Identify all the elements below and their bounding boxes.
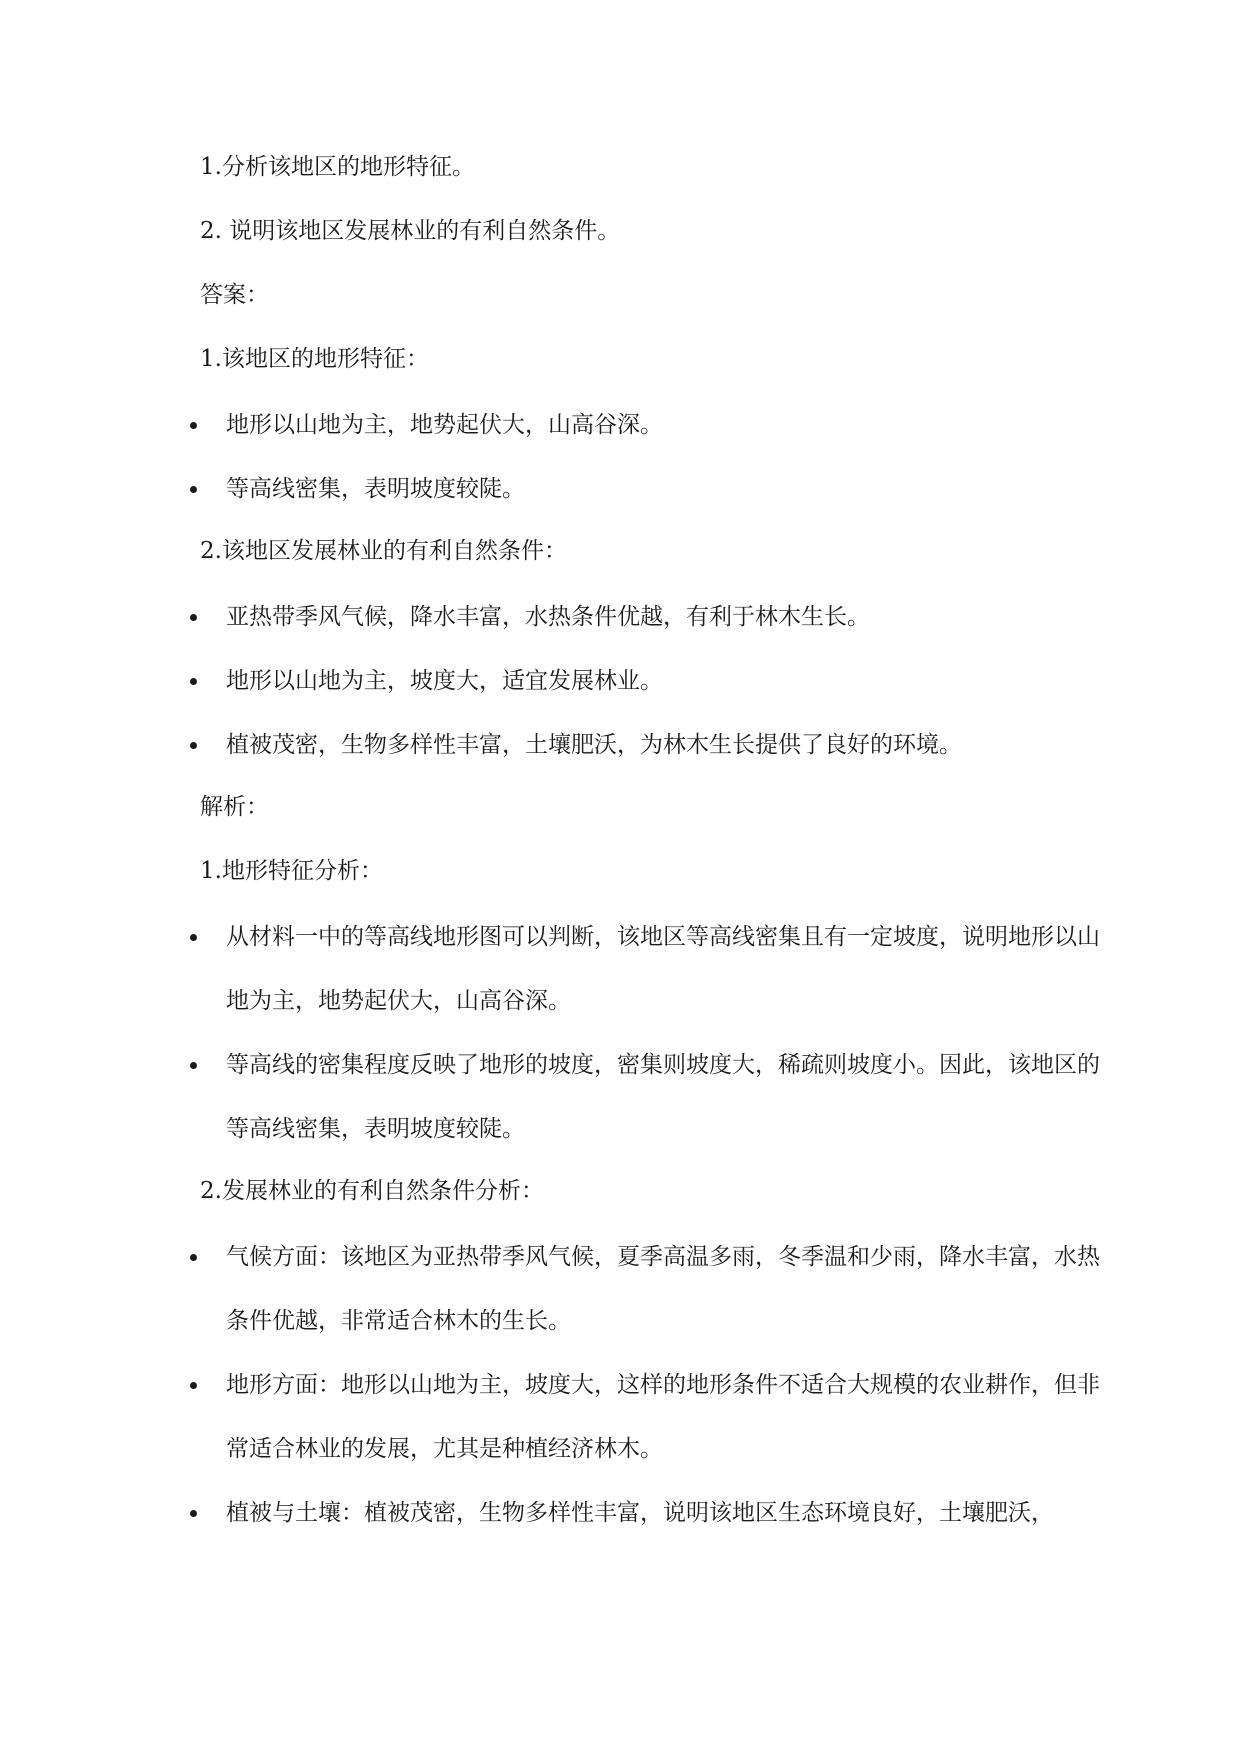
question-1: 1.分析该地区的地形特征。 [200,154,475,180]
bullet-icon [190,422,197,429]
list-item-text: 等高线的密集程度反映了地形的坡度，密集则坡度大，稀疏则坡度小。因此，该地区的等高线密集，表明坡度较陡。 [226,1052,1100,1142]
list-item-text: 植被与土壤：植被茂密，生物多样性丰富，说明该地区生态环境良好，土壤肥沃， [226,1500,1054,1526]
bullet-icon [190,678,197,685]
bullet-icon [190,1062,197,1069]
answer-1-heading: 1.该地区的地形特征： [200,346,429,372]
bullet-icon [190,934,197,941]
bullet-icon [190,1510,197,1517]
answer-heading: 答案： [200,282,269,308]
list-item-text: 地形方面：地形以山地为主，坡度大，这样的地形条件不适合大规模的农业耕作，但非常适合林业的发展，尤其是种植经济林木。 [226,1372,1100,1462]
bullet-icon [190,1254,197,1261]
bullet-icon [190,486,197,493]
list-item-text: 植被茂密，生物多样性丰富，土壤肥沃，为林木生长提供了良好的环境。 [226,732,962,758]
list-item-text: 地形以山地为主，地势起伏大，山高谷深。 [226,412,663,438]
bullet-icon [190,742,197,749]
list-item-text: 从材料一中的等高线地形图可以判断，该地区等高线密集且有一定坡度，说明地形以山地为主，地势起伏大，山高谷深。 [226,924,1100,1014]
analysis-1-heading: 1.地形特征分析： [200,858,383,884]
question-2: 2. 说明该地区发展林业的有利自然条件。 [200,218,621,244]
bullet-icon [190,614,197,621]
analysis-heading: 解析： [200,794,269,820]
list-item-text: 气候方面：该地区为亚热带季风气候，夏季高温多雨，冬季温和少雨，降水丰富，水热条件优越，非常适合林木的生长。 [226,1244,1100,1334]
list-item-text: 等高线密集，表明坡度较陡。 [226,476,525,502]
analysis-2-heading: 2.发展林业的有利自然条件分析： [200,1178,544,1204]
list-item-text: 亚热带季风气候，降水丰富，水热条件优越，有利于林木生长。 [226,604,870,630]
bullet-icon [190,1382,197,1389]
answer-2-heading: 2.该地区发展林业的有利自然条件： [200,538,567,564]
list-item-text: 地形以山地为主，坡度大，适宜发展林业。 [226,668,663,694]
